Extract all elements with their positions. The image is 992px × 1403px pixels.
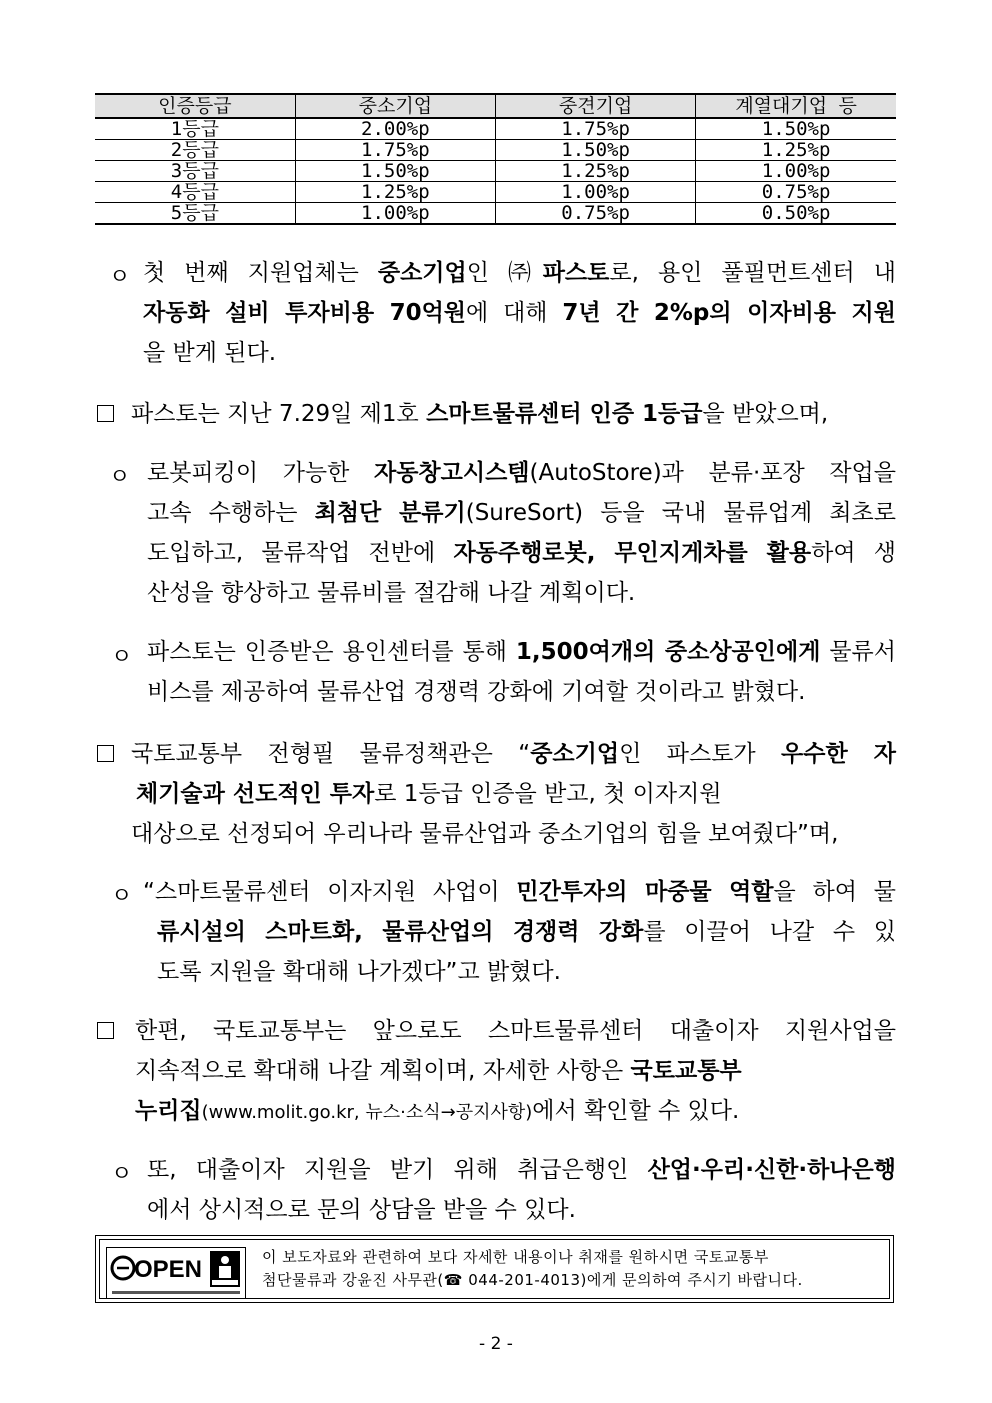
circle-bullet: ㅇ bbox=[109, 265, 131, 290]
table-cell: 1.50%p bbox=[496, 140, 696, 161]
paragraph-ministry-quote bbox=[131, 734, 896, 854]
text-line: 체기술과 선도적인 투자로 1등급 인증을 받고, 첫 이자지원 bbox=[136, 781, 722, 807]
text-line: 산성을 향상하고 물류비를 절감해 나갈 계획이다. bbox=[147, 580, 636, 606]
contact-line: 첨단물류과 강윤진 사무관(☎ 044-201-4013)에게 문의하여 주시기 바랍니다. bbox=[262, 1271, 803, 1289]
table-cell: 3등급 bbox=[95, 161, 295, 182]
table-cell: 2.00%p bbox=[295, 118, 495, 140]
open-license-logo bbox=[106, 1247, 246, 1299]
text-line: 지속적으로 확대해 나갈 계획이며, 자세한 사항은 국토교통부 bbox=[135, 1058, 742, 1084]
circle-bullet: ㅇ bbox=[109, 465, 131, 490]
open-logo-text: OPEN bbox=[134, 1256, 203, 1283]
circle-bullet: ㅇ bbox=[111, 1162, 133, 1187]
table-row bbox=[95, 161, 896, 182]
checkbox-bullet-icon bbox=[97, 405, 114, 422]
table-cell: 0.50%p bbox=[696, 203, 896, 225]
text-line: 첫 번째 지원업체는 중소기업인 ㈜파스토로, 용인 풀필먼트센터 내 bbox=[143, 260, 896, 286]
table-cell: 1.00%p bbox=[496, 182, 696, 203]
checkbox-bullet-icon bbox=[97, 1022, 114, 1039]
table-cell: 1.50%p bbox=[696, 118, 896, 140]
text-line: “스마트물류센터 이자지원 사업이 민간투자의 마중물 역할을 하여 물 bbox=[143, 879, 896, 905]
paragraph-automation bbox=[147, 453, 896, 613]
text-line: 을 받게 된다. bbox=[143, 340, 277, 366]
table-header: 중소기업 bbox=[295, 94, 495, 118]
table-cell: 1.00%p bbox=[295, 203, 495, 225]
text-line: 에서 상시적으로 문의 상담을 받을 수 있다. bbox=[147, 1197, 576, 1223]
text-line: 파스토는 지난 7.29일 제1호 스마트물류센터 인증 1등급을 받았으며, bbox=[131, 401, 829, 427]
paragraph-bank-inquiry bbox=[147, 1150, 896, 1230]
table-row bbox=[95, 140, 896, 161]
contact-box bbox=[95, 1235, 894, 1303]
text-line: 자동화 설비 투자비용 70억원에 대해 7년 간 2%p의 이자비용 지원 bbox=[143, 300, 896, 326]
table-cell: 1.75%p bbox=[295, 140, 495, 161]
table-cell: 5등급 bbox=[95, 203, 295, 225]
table-cell: 0.75%p bbox=[696, 182, 896, 203]
table-cell: 1등급 bbox=[95, 118, 295, 140]
table-cell: 4등급 bbox=[95, 182, 295, 203]
table-row bbox=[95, 118, 896, 140]
table-cell: 1.25%p bbox=[696, 140, 896, 161]
rate-table bbox=[95, 93, 896, 225]
contact-line: 이 보도자료와 관련하여 보다 자세한 내용이나 취재를 원하시면 국토교통부 bbox=[262, 1248, 769, 1266]
table-row bbox=[95, 182, 896, 203]
table-row bbox=[95, 203, 896, 225]
table-cell: 1.50%p bbox=[295, 161, 495, 182]
text-line: 도록 지원을 확대해 나가겠다”고 밝혔다. bbox=[157, 959, 561, 985]
contact-box-inner bbox=[99, 1239, 890, 1299]
table-cell: 0.75%p bbox=[496, 203, 696, 225]
text-line: 대상으로 선정되어 우리나라 물류산업과 중소기업의 힘을 보여줬다”며, bbox=[131, 821, 839, 847]
text-line: 국토교통부 전형필 물류정책관은 “중소기업인 파스토가 우수한 자 bbox=[131, 741, 896, 767]
table-header: 인증등급 bbox=[95, 94, 295, 118]
text-line: 고속 수행하는 최첨단 분류기(SureSort) 등을 국내 물류업계 최초로 bbox=[147, 500, 896, 526]
circle-bullet: ㅇ bbox=[111, 884, 133, 909]
table-cell: 2등급 bbox=[95, 140, 295, 161]
paragraph-sme-service bbox=[147, 632, 896, 712]
table-header-row bbox=[95, 94, 896, 118]
table-header: 중견기업 bbox=[496, 94, 696, 118]
text-line: 로봇피킹이 가능한 자동창고시스템(AutoStore)과 분류·포장 작업을 bbox=[147, 460, 896, 486]
page-number: - 2 - bbox=[479, 1334, 513, 1354]
text-line: 누리집(www.molit.go.kr, 뉴스·소식→공지사항)에서 확인할 수 있다. bbox=[135, 1098, 740, 1124]
paragraph-first-company bbox=[143, 253, 896, 373]
paragraph-private-investment bbox=[143, 872, 896, 992]
table-cell: 1.25%p bbox=[496, 161, 696, 182]
checkbox-bullet-icon bbox=[97, 745, 114, 762]
text-line: 한편, 국토교통부는 앞으로도 스마트물류센터 대출이자 지원사업을 bbox=[135, 1018, 896, 1044]
contact-text bbox=[262, 1246, 803, 1292]
paragraph-expansion-plan bbox=[135, 1011, 896, 1133]
circle-bullet: ㅇ bbox=[111, 645, 133, 670]
text-line: 류시설의 스마트화, 물류산업의 경쟁력 강화를 이끌어 나갈 수 있 bbox=[157, 919, 896, 945]
table-cell: 1.75%p bbox=[496, 118, 696, 140]
text-line: 도입하고, 물류작업 전반에 자동주행로봇, 무인지게차를 활용하여 생 bbox=[147, 540, 897, 566]
table-header: 계열대기업 등 bbox=[696, 94, 896, 118]
text-line: 비스를 제공하여 물류산업 경쟁력 강화에 기여할 것이라고 밝혔다. bbox=[147, 679, 806, 705]
text-line: 또, 대출이자 지원을 받기 위해 취급은행인 산업·우리·신한·하나은행 bbox=[147, 1157, 896, 1183]
table-cell: 1.25%p bbox=[295, 182, 495, 203]
paragraph-pasto-cert bbox=[131, 394, 896, 434]
text-line: 파스토는 인증받은 용인센터를 통해 1,500여개의 중소상공인에게 물류서 bbox=[147, 639, 896, 665]
table-cell: 1.00%p bbox=[696, 161, 896, 182]
